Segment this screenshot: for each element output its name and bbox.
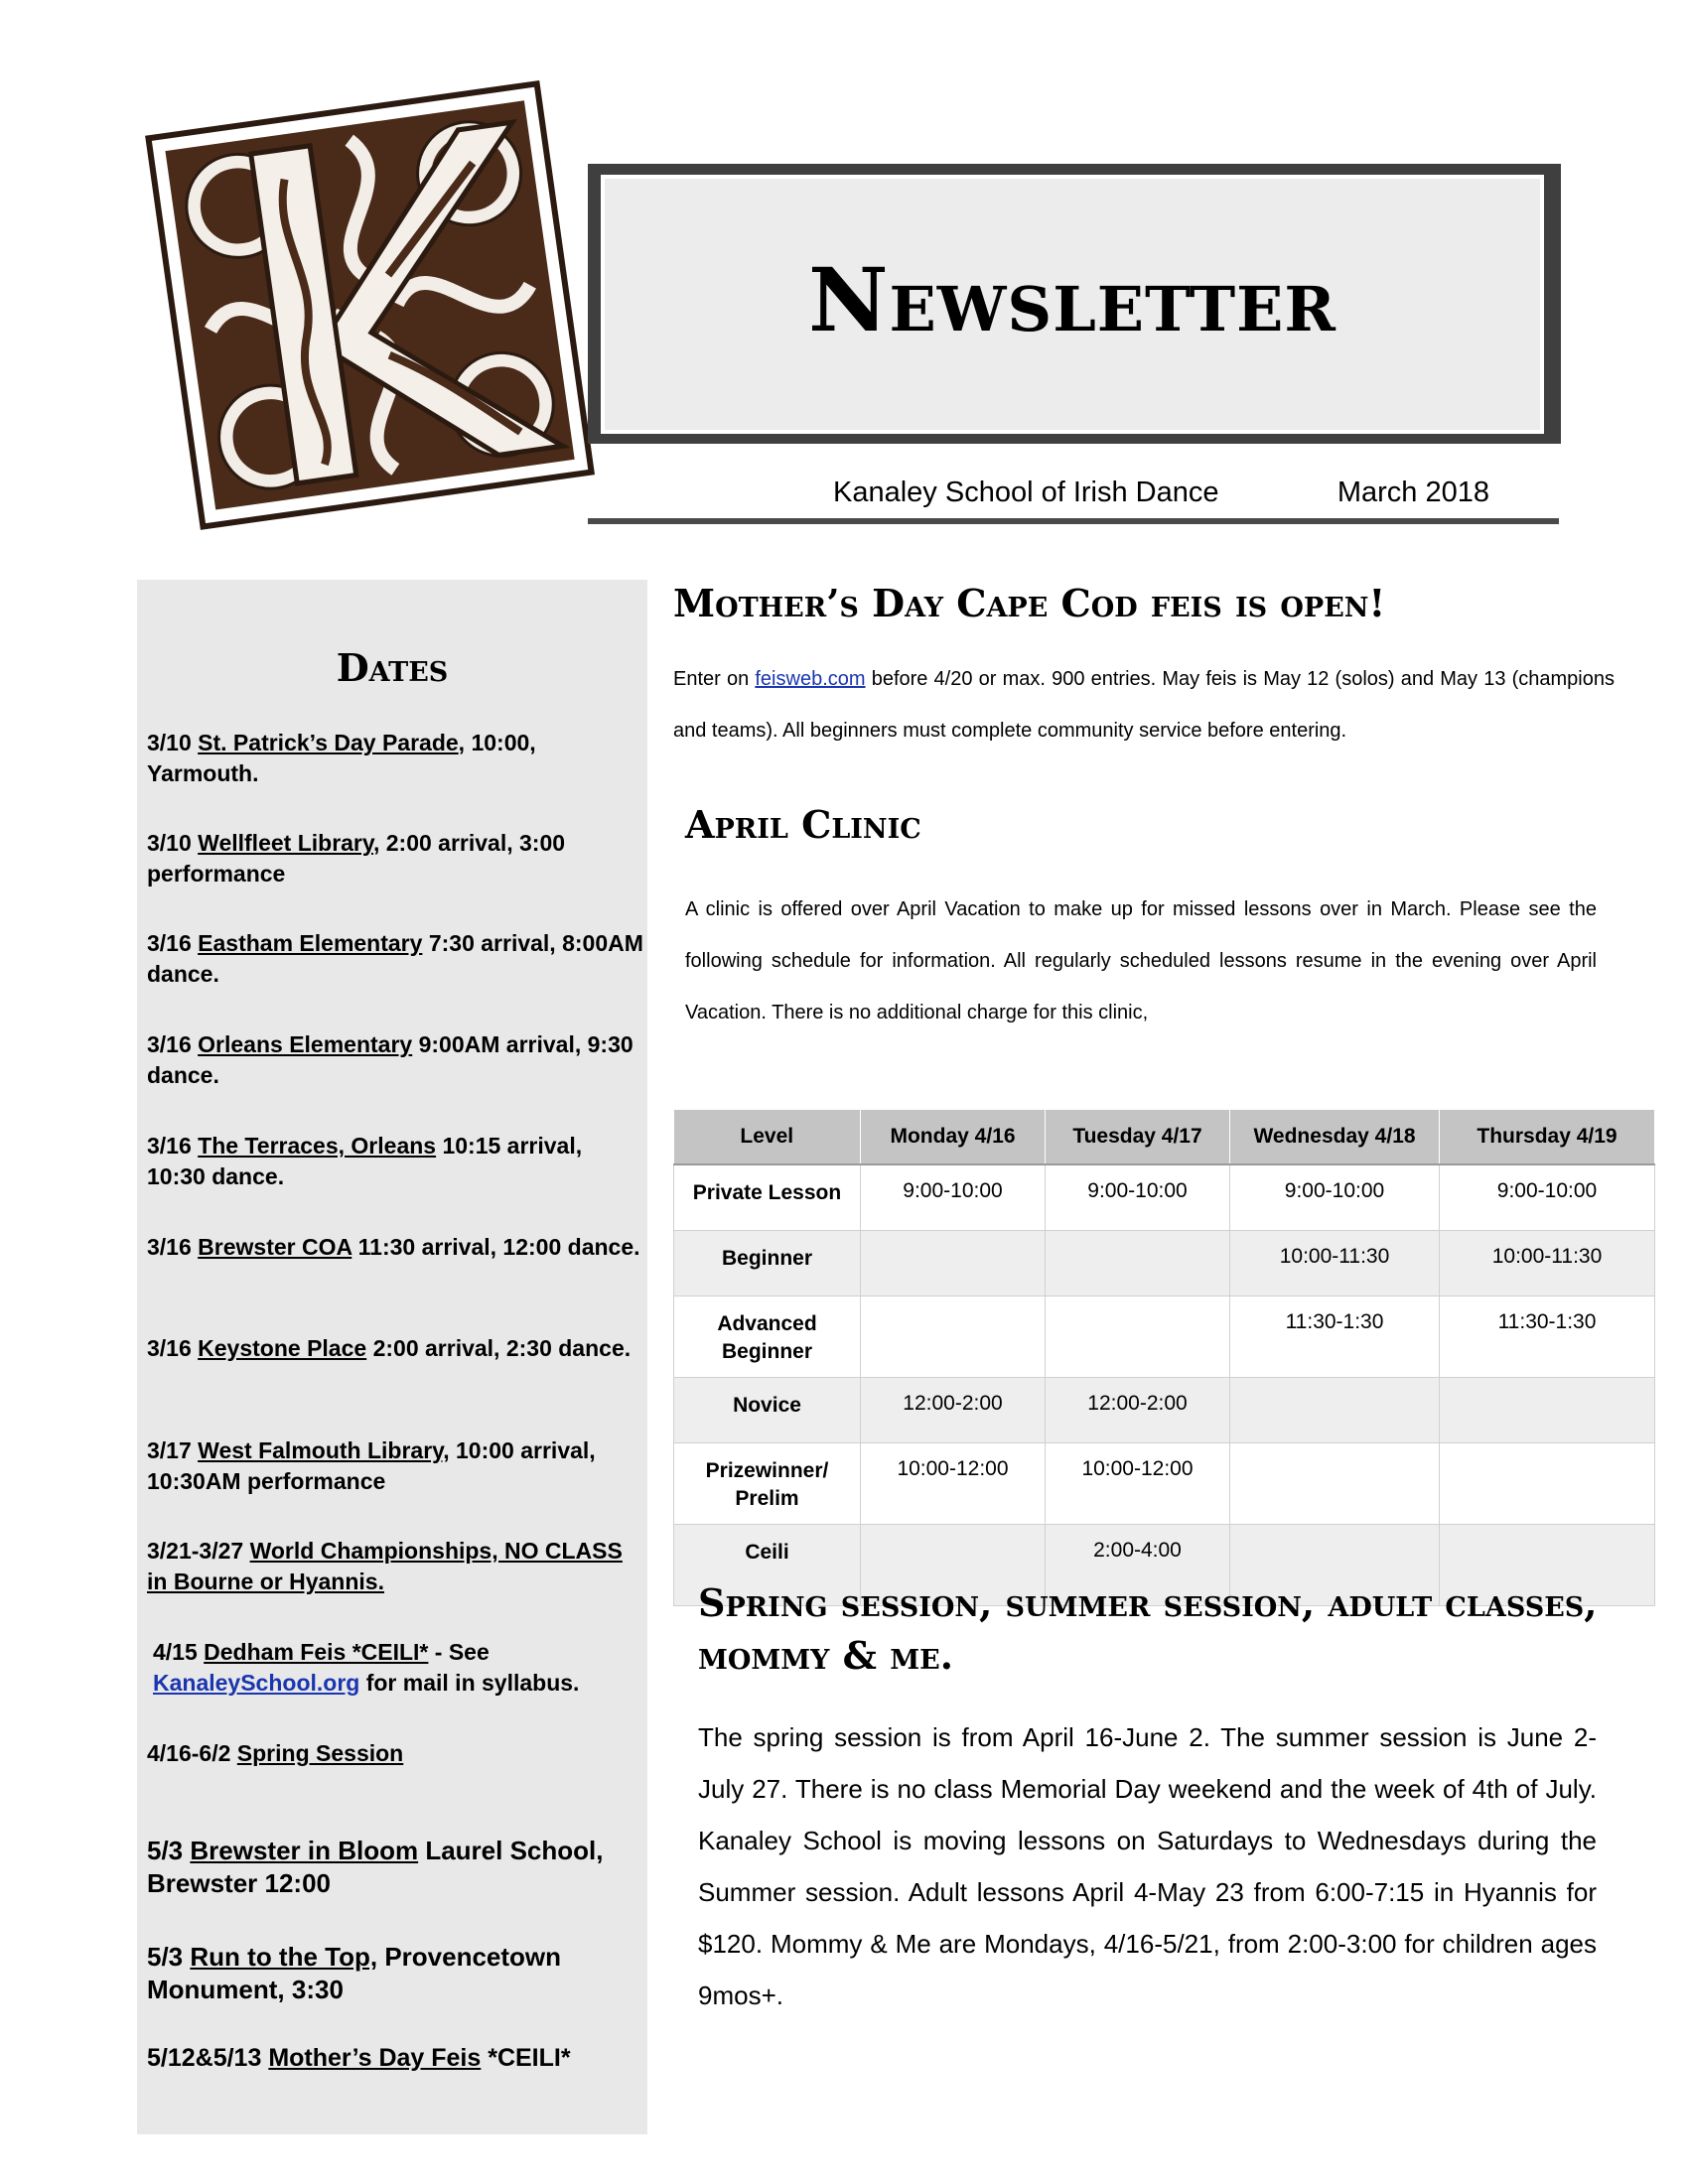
level-cell: Beginner [674, 1231, 861, 1297]
time-cell: 9:00-10:00 [861, 1164, 1046, 1231]
time-cell [1046, 1297, 1230, 1378]
time-cell: 9:00-10:00 [1046, 1164, 1230, 1231]
celtic-knot-icon [134, 69, 606, 541]
feis-heading: Mother’s Day Cape Cod feis is open! [673, 581, 1386, 625]
event-link[interactable]: West Falmouth Library, [198, 1437, 450, 1463]
time-cell: 10:00-12:00 [1046, 1443, 1230, 1525]
header-divider [588, 518, 1559, 524]
time-cell: 12:00-2:00 [1046, 1378, 1230, 1443]
time-cell: 9:00-10:00 [1230, 1164, 1440, 1231]
date-item: 3/21-3/27 World Championships, NO CLASS in Bourne or Hyannis. [147, 1538, 623, 1594]
level-cell: Novice [674, 1378, 861, 1443]
feis-paragraph: Enter on feisweb.com before 4/20 or max. 900 entries. May feis is May 12 (solos) and May 13 (champions and teams). All beginners must complete community service before entering. [673, 668, 1615, 742]
clinic-paragraph: A clinic is offered over April Vacation to make up for missed lessons over in March. Please see the following schedule for information. All regularly scheduled lessons resume in the evening over April Vacation. There is no additional charge for this clinic, [685, 898, 1597, 1024]
website-link[interactable]: KanaleySchool.org [153, 1670, 360, 1696]
event-link[interactable]: The Terraces, Orleans [198, 1133, 437, 1159]
time-cell: 12:00-2:00 [861, 1378, 1046, 1443]
time-cell: 10:00-11:30 [1440, 1231, 1655, 1297]
table-row [674, 1164, 1655, 1231]
time-cell [1230, 1378, 1440, 1443]
sessions-paragraph: The spring session is from April 16-June 2. The summer session is June 2-July 27. There is no class Memorial Day weekend and the week of 4th of July. Kanaley School is moving lessons on Saturdays to Wednesdays during the Summer session. Adult lessons April 4-May 23 from 6:00-7:15 in Hyannis for $120. Mommy & Me are Mondays, 4/16-5/21, from 2:00-3:00 for children ages 9mos+. [698, 1722, 1597, 2010]
clinic-schedule-table [673, 1110, 1655, 1606]
level-cell: Private Lesson [674, 1164, 861, 1231]
date-item: 4/16-6/2 Spring Session [147, 1740, 404, 1766]
event-link[interactable]: Run to the Top, [190, 1942, 378, 1972]
event-link[interactable]: World Championships, NO CLASS in Bourne or Hyannis. [147, 1538, 623, 1594]
column-header: Thursday 4/19 [1440, 1110, 1655, 1164]
event-link[interactable]: Orleans Elementary [198, 1031, 413, 1057]
column-header: Level [674, 1110, 861, 1164]
time-cell [1440, 1378, 1655, 1443]
date-item: 3/16 Eastham Elementary 7:30 arrival, 8:00AM dance. [147, 930, 643, 987]
table-row [674, 1378, 1655, 1443]
date-item: 5/12&5/13 Mother’s Day Feis *CEILI* [147, 2044, 571, 2072]
column-header: Monday 4/16 [861, 1110, 1046, 1164]
school-name: Kanaley School of Irish Dance [833, 477, 1219, 508]
event-link[interactable]: Wellfleet Library [198, 830, 373, 856]
dates-sidebar [137, 580, 647, 2134]
column-header: Wednesday 4/18 [1230, 1110, 1440, 1164]
time-cell: 10:00-11:30 [1230, 1231, 1440, 1297]
time-cell [1440, 1443, 1655, 1525]
date-item: 3/10 Wellfleet Library, 2:00 arrival, 3:00 performance [147, 830, 566, 887]
level-cell: Prizewinner/ Prelim [674, 1443, 861, 1525]
column-header: Tuesday 4/17 [1046, 1110, 1230, 1164]
page-title: Newsletter [808, 247, 1336, 351]
event-link[interactable]: St. Patrick’s Day Parade [198, 730, 459, 755]
sidebar-title: Dates [336, 645, 449, 690]
event-link[interactable]: Spring Session [236, 1740, 404, 1766]
date-item: 5/3 Run to the Top, Provencetown Monument, 3:30 [147, 1942, 562, 2004]
time-cell: 11:30-1:30 [1440, 1297, 1655, 1378]
date-item: 5/3 Brewster in Bloom Laurel School, Brewster 12:00 [147, 1836, 604, 1898]
time-cell: 9:00-10:00 [1440, 1164, 1655, 1231]
time-cell [861, 1231, 1046, 1297]
date-item: 3/16 Keystone Place 2:00 arrival, 2:30 dance. [147, 1335, 632, 1361]
date-item: 3/16 The Terraces, Orleans 10:15 arrival, 10:30 dance. [147, 1133, 583, 1189]
event-link[interactable]: Mother’s Day Feis [268, 2044, 482, 2072]
title-panel [601, 175, 1544, 434]
clinic-heading: April Clinic [685, 802, 921, 847]
date-item: 3/16 Brewster COA 11:30 arrival, 12:00 dance. [147, 1234, 640, 1260]
date-item: 3/16 Orleans Elementary 9:00AM arrival, 9:30 dance. [147, 1031, 633, 1088]
table-row [674, 1231, 1655, 1297]
issue-date: March 2018 [1336, 477, 1489, 508]
event-link[interactable]: Eastham Elementary [198, 930, 423, 956]
table-header-row [674, 1110, 1655, 1164]
sessions-heading-line1: Spring session, summer session, adult classes, [698, 1580, 1598, 1625]
time-cell: 2:00-4:00 [1046, 1525, 1230, 1606]
date-item: 3/10 St. Patrick’s Day Parade, 10:00, Yarmouth. [147, 730, 536, 786]
level-cell: Ceili [674, 1525, 861, 1606]
event-link[interactable]: Brewster COA [198, 1234, 352, 1260]
time-cell [1046, 1231, 1230, 1297]
table-row [674, 1443, 1655, 1525]
celtic-k-logo [134, 69, 606, 541]
time-cell: 11:30-1:30 [1230, 1297, 1440, 1378]
level-cell: Advanced Beginner [674, 1297, 861, 1378]
time-cell: 10:00-12:00 [861, 1443, 1046, 1525]
event-link[interactable]: Dedham Feis *CEILI* [204, 1639, 429, 1665]
sessions-heading [698, 1580, 1598, 1678]
feisweb-link[interactable]: feisweb.com [755, 668, 866, 690]
sessions-heading-line2: mommy & me. [698, 1633, 953, 1678]
date-item: 3/17 West Falmouth Library, 10:00 arrival, 10:30AM performance [147, 1437, 596, 1494]
event-link[interactable]: Brewster in Bloom [190, 1836, 419, 1865]
time-cell [861, 1297, 1046, 1378]
date-item: 4/15 Dedham Feis *CEILI* - See KanaleySchool.org for mail in syllabus. [153, 1639, 580, 1696]
time-cell [1230, 1443, 1440, 1525]
event-link[interactable]: Keystone Place [198, 1335, 367, 1361]
subtitle-row [588, 467, 1561, 506]
table-row [674, 1297, 1655, 1378]
